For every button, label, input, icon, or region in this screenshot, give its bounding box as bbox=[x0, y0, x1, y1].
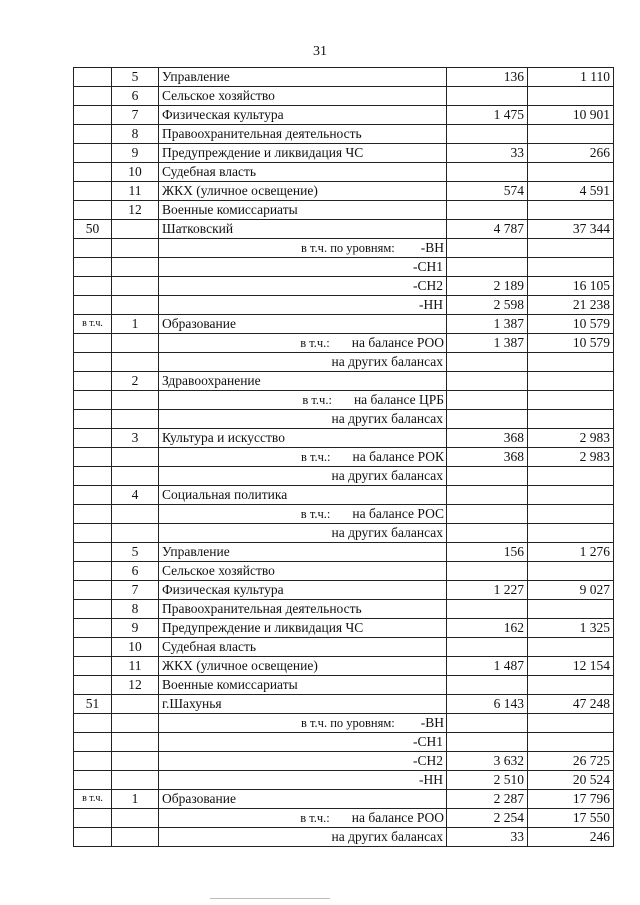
value-cell-1: 1 387 bbox=[447, 315, 528, 334]
value-cell-2: 1 276 bbox=[528, 543, 614, 562]
table-row bbox=[74, 733, 614, 752]
table-row bbox=[74, 201, 614, 220]
item-number-cell bbox=[112, 733, 159, 752]
district-row bbox=[74, 220, 614, 239]
value-cell-1: 1 475 bbox=[447, 106, 528, 125]
value-cell-2 bbox=[528, 239, 614, 258]
marker-cell bbox=[74, 505, 112, 524]
value-cell-1 bbox=[447, 638, 528, 657]
marker-cell bbox=[74, 467, 112, 486]
item-number-cell bbox=[112, 695, 159, 714]
value-cell-2: 9 027 bbox=[528, 581, 614, 600]
table-row bbox=[74, 600, 614, 619]
item-number-cell: 8 bbox=[112, 125, 159, 144]
item-number-cell: 1 bbox=[112, 315, 159, 334]
row-label-cell: Предупреждение и ликвидация ЧС bbox=[159, 144, 447, 163]
table-row bbox=[74, 676, 614, 695]
item-number-cell bbox=[112, 277, 159, 296]
item-number-cell: 10 bbox=[112, 638, 159, 657]
row-label-cell: на других балансах bbox=[159, 828, 447, 847]
value-cell-1 bbox=[447, 600, 528, 619]
row-label: на балансе РОО bbox=[351, 335, 444, 350]
balance-cell bbox=[159, 448, 447, 467]
item-number-cell: 7 bbox=[112, 581, 159, 600]
table-row bbox=[74, 68, 614, 87]
row-label-cell: Образование bbox=[159, 790, 447, 809]
value-cell-1 bbox=[447, 562, 528, 581]
value-cell-2: 47 248 bbox=[528, 695, 614, 714]
value-cell-1 bbox=[447, 714, 528, 733]
value-cell-1: 2 287 bbox=[447, 790, 528, 809]
table-row bbox=[74, 429, 614, 448]
table-row bbox=[74, 87, 614, 106]
item-number-cell: 11 bbox=[112, 182, 159, 201]
table-row bbox=[74, 752, 614, 771]
subtotal-lead: в т.ч.: bbox=[302, 393, 332, 407]
item-number-cell bbox=[112, 410, 159, 429]
item-number-cell bbox=[112, 524, 159, 543]
marker-cell bbox=[74, 714, 112, 733]
value-cell-2 bbox=[528, 505, 614, 524]
item-number-cell bbox=[112, 448, 159, 467]
item-number-cell bbox=[112, 391, 159, 410]
table-row bbox=[74, 163, 614, 182]
item-number-cell: 8 bbox=[112, 600, 159, 619]
value-cell-2 bbox=[528, 410, 614, 429]
item-number-cell bbox=[112, 353, 159, 372]
item-number-cell bbox=[112, 771, 159, 790]
subtotal-lead: в т.ч.: bbox=[300, 507, 331, 521]
item-number-cell bbox=[112, 220, 159, 239]
row-label-cell: Управление bbox=[159, 68, 447, 87]
value-cell-1 bbox=[447, 733, 528, 752]
table-row bbox=[74, 258, 614, 277]
item-number-cell: 2 bbox=[112, 372, 159, 391]
marker-cell bbox=[74, 733, 112, 752]
table-row bbox=[74, 505, 614, 524]
value-cell-1 bbox=[447, 524, 528, 543]
value-cell-1: 368 bbox=[447, 429, 528, 448]
value-cell-1: 2 510 bbox=[447, 771, 528, 790]
item-number-cell bbox=[112, 752, 159, 771]
item-number-cell bbox=[112, 809, 159, 828]
item-number-cell: 1 bbox=[112, 790, 159, 809]
table-row bbox=[74, 372, 614, 391]
marker-cell bbox=[74, 619, 112, 638]
marker-cell bbox=[74, 277, 112, 296]
table-row bbox=[74, 125, 614, 144]
marker-cell bbox=[74, 201, 112, 220]
value-cell-2 bbox=[528, 372, 614, 391]
value-cell-1 bbox=[447, 258, 528, 277]
value-cell-1 bbox=[447, 239, 528, 258]
value-cell-2: 266 bbox=[528, 144, 614, 163]
table-row bbox=[74, 562, 614, 581]
marker-cell bbox=[74, 372, 112, 391]
item-number-cell bbox=[112, 296, 159, 315]
row-label-cell: Физическая культура bbox=[159, 581, 447, 600]
row-label-cell: Правоохранительная деятельность bbox=[159, 600, 447, 619]
value-cell-2: 1 325 bbox=[528, 619, 614, 638]
district-number-cell: 51 bbox=[74, 695, 112, 714]
item-number-cell: 12 bbox=[112, 676, 159, 695]
table-row bbox=[74, 619, 614, 638]
value-cell-2: 4 591 bbox=[528, 182, 614, 201]
row-label: на балансе РОК bbox=[352, 449, 444, 464]
table-row bbox=[74, 391, 614, 410]
marker-cell bbox=[74, 752, 112, 771]
item-number-cell: 7 bbox=[112, 106, 159, 125]
marker-cell bbox=[74, 258, 112, 277]
table-row bbox=[74, 334, 614, 353]
marker-cell bbox=[74, 809, 112, 828]
value-cell-2 bbox=[528, 562, 614, 581]
value-cell-2: 10 579 bbox=[528, 334, 614, 353]
value-cell-1: 33 bbox=[447, 144, 528, 163]
table-row bbox=[74, 467, 614, 486]
value-cell-2 bbox=[528, 87, 614, 106]
item-number-cell bbox=[112, 467, 159, 486]
value-cell-2 bbox=[528, 524, 614, 543]
row-label-cell: -СН1 bbox=[159, 733, 447, 752]
row-label-cell: Правоохранительная деятельность bbox=[159, 125, 447, 144]
marker-cell bbox=[74, 638, 112, 657]
value-cell-1 bbox=[447, 201, 528, 220]
value-cell-1: 2 254 bbox=[447, 809, 528, 828]
subtotal-lead: в т.ч. по уровням: bbox=[301, 241, 395, 255]
table-row bbox=[74, 106, 614, 125]
table-row bbox=[74, 714, 614, 733]
value-cell-1 bbox=[447, 391, 528, 410]
value-cell-2 bbox=[528, 600, 614, 619]
district-row bbox=[74, 695, 614, 714]
budget-table bbox=[73, 67, 614, 847]
value-cell-1: 2 598 bbox=[447, 296, 528, 315]
balance-cell bbox=[159, 505, 447, 524]
value-cell-2 bbox=[528, 676, 614, 695]
value-cell-2 bbox=[528, 467, 614, 486]
row-label-cell: на других балансах bbox=[159, 524, 447, 543]
value-cell-1 bbox=[447, 410, 528, 429]
marker-cell bbox=[74, 562, 112, 581]
item-number-cell bbox=[112, 258, 159, 277]
marker-cell bbox=[74, 448, 112, 467]
table-row bbox=[74, 657, 614, 676]
value-cell-2 bbox=[528, 733, 614, 752]
marker-cell bbox=[74, 676, 112, 695]
value-cell-2: 26 725 bbox=[528, 752, 614, 771]
row-label-cell: Военные комиссариаты bbox=[159, 676, 447, 695]
row-label-cell: Сельское хозяйство bbox=[159, 87, 447, 106]
value-cell-2: 12 154 bbox=[528, 657, 614, 676]
row-label-cell: Управление bbox=[159, 543, 447, 562]
marker-cell bbox=[74, 543, 112, 562]
row-label-cell: Предупреждение и ликвидация ЧС bbox=[159, 619, 447, 638]
value-cell-1: 1 227 bbox=[447, 581, 528, 600]
table-body bbox=[74, 68, 614, 847]
marker-cell: в т.ч. bbox=[74, 315, 112, 334]
value-cell-1: 1 387 bbox=[447, 334, 528, 353]
balance-cell bbox=[159, 334, 447, 353]
table-row bbox=[74, 296, 614, 315]
value-cell-2: 21 238 bbox=[528, 296, 614, 315]
value-cell-1: 574 bbox=[447, 182, 528, 201]
marker-cell bbox=[74, 524, 112, 543]
table-row bbox=[74, 277, 614, 296]
row-label-cell: на других балансах bbox=[159, 467, 447, 486]
value-cell-1 bbox=[447, 372, 528, 391]
marker-cell bbox=[74, 410, 112, 429]
value-cell-2: 2 983 bbox=[528, 429, 614, 448]
row-label-cell: Сельское хозяйство bbox=[159, 562, 447, 581]
item-number-cell: 12 bbox=[112, 201, 159, 220]
marker-cell bbox=[74, 353, 112, 372]
table-row bbox=[74, 638, 614, 657]
row-label: -ВН bbox=[420, 715, 444, 730]
row-label-cell: -НН bbox=[159, 296, 447, 315]
value-cell-2 bbox=[528, 391, 614, 410]
row-label-cell: Культура и искусство bbox=[159, 429, 447, 448]
value-cell-2 bbox=[528, 258, 614, 277]
marker-cell bbox=[74, 600, 112, 619]
row-label-cell: Здравоохранение bbox=[159, 372, 447, 391]
table-row bbox=[74, 581, 614, 600]
value-cell-1 bbox=[447, 163, 528, 182]
item-number-cell: 9 bbox=[112, 619, 159, 638]
marker-cell bbox=[74, 391, 112, 410]
value-cell-1: 2 189 bbox=[447, 277, 528, 296]
row-label-cell: Судебная власть bbox=[159, 638, 447, 657]
scan-artifact bbox=[210, 898, 330, 899]
row-label-cell: ЖКХ (уличное освещение) bbox=[159, 182, 447, 201]
row-label: на балансе РОС bbox=[352, 506, 444, 521]
table-row bbox=[74, 809, 614, 828]
value-cell-2: 10 901 bbox=[528, 106, 614, 125]
value-cell-1: 6 143 bbox=[447, 695, 528, 714]
levels-cell bbox=[159, 239, 447, 258]
value-cell-2: 246 bbox=[528, 828, 614, 847]
value-cell-2 bbox=[528, 638, 614, 657]
marker-cell bbox=[74, 163, 112, 182]
row-label: на балансе ЦРБ bbox=[353, 392, 444, 407]
table-row bbox=[74, 144, 614, 163]
value-cell-1: 4 787 bbox=[447, 220, 528, 239]
marker-cell bbox=[74, 68, 112, 87]
marker-cell bbox=[74, 125, 112, 144]
value-cell-2: 17 796 bbox=[528, 790, 614, 809]
marker-cell bbox=[74, 239, 112, 258]
row-label-cell: Социальная политика bbox=[159, 486, 447, 505]
row-label-cell: -НН bbox=[159, 771, 447, 790]
levels-cell bbox=[159, 714, 447, 733]
table-row bbox=[74, 543, 614, 562]
marker-cell bbox=[74, 486, 112, 505]
value-cell-1: 3 632 bbox=[447, 752, 528, 771]
marker-cell: в т.ч. bbox=[74, 790, 112, 809]
value-cell-1 bbox=[447, 505, 528, 524]
marker-cell bbox=[74, 771, 112, 790]
value-cell-2: 20 524 bbox=[528, 771, 614, 790]
item-number-cell: 6 bbox=[112, 562, 159, 581]
value-cell-2 bbox=[528, 125, 614, 144]
value-cell-1: 162 bbox=[447, 619, 528, 638]
balance-cell bbox=[159, 809, 447, 828]
value-cell-2 bbox=[528, 714, 614, 733]
marker-cell bbox=[74, 144, 112, 163]
value-cell-1 bbox=[447, 676, 528, 695]
marker-cell bbox=[74, 657, 112, 676]
value-cell-1: 33 bbox=[447, 828, 528, 847]
value-cell-1 bbox=[447, 87, 528, 106]
table-row bbox=[74, 353, 614, 372]
row-label-cell: Шатковский bbox=[159, 220, 447, 239]
table-row bbox=[74, 239, 614, 258]
value-cell-2: 37 344 bbox=[528, 220, 614, 239]
value-cell-2 bbox=[528, 163, 614, 182]
marker-cell bbox=[74, 429, 112, 448]
item-number-cell bbox=[112, 239, 159, 258]
row-label-cell: -СН2 bbox=[159, 277, 447, 296]
row-label-cell: Судебная власть bbox=[159, 163, 447, 182]
item-number-cell bbox=[112, 505, 159, 524]
marker-cell bbox=[74, 296, 112, 315]
row-label: -ВН bbox=[420, 240, 444, 255]
value-cell-1: 1 487 bbox=[447, 657, 528, 676]
row-label-cell: Образование bbox=[159, 315, 447, 334]
marker-cell bbox=[74, 87, 112, 106]
row-label-cell: на других балансах bbox=[159, 353, 447, 372]
marker-cell bbox=[74, 106, 112, 125]
row-label-cell: -СН1 bbox=[159, 258, 447, 277]
value-cell-1: 156 bbox=[447, 543, 528, 562]
item-number-cell: 3 bbox=[112, 429, 159, 448]
item-number-cell bbox=[112, 334, 159, 353]
marker-cell bbox=[74, 828, 112, 847]
row-label-cell: на других балансах bbox=[159, 410, 447, 429]
value-cell-2: 10 579 bbox=[528, 315, 614, 334]
value-cell-2: 17 550 bbox=[528, 809, 614, 828]
value-cell-2 bbox=[528, 486, 614, 505]
item-number-cell: 5 bbox=[112, 68, 159, 87]
value-cell-2 bbox=[528, 201, 614, 220]
item-number-cell: 10 bbox=[112, 163, 159, 182]
page-number: 31 bbox=[313, 44, 327, 59]
item-number-cell: 4 bbox=[112, 486, 159, 505]
district-number-cell: 50 bbox=[74, 220, 112, 239]
value-cell-1 bbox=[447, 467, 528, 486]
value-cell-2: 2 983 bbox=[528, 448, 614, 467]
row-label-cell: Физическая культура bbox=[159, 106, 447, 125]
value-cell-1 bbox=[447, 353, 528, 372]
marker-cell bbox=[74, 581, 112, 600]
value-cell-2: 16 105 bbox=[528, 277, 614, 296]
subtotal-lead: в т.ч. по уровням: bbox=[301, 716, 395, 730]
row-label-cell: -СН2 bbox=[159, 752, 447, 771]
table-row bbox=[74, 486, 614, 505]
subtotal-lead: в т.ч.: bbox=[300, 450, 331, 464]
value-cell-1: 136 bbox=[447, 68, 528, 87]
row-label-cell: г.Шахунья bbox=[159, 695, 447, 714]
row-label-cell: Военные комиссариаты bbox=[159, 201, 447, 220]
value-cell-1 bbox=[447, 486, 528, 505]
table-row bbox=[74, 771, 614, 790]
table-row bbox=[74, 828, 614, 847]
table-row bbox=[74, 524, 614, 543]
item-number-cell: 6 bbox=[112, 87, 159, 106]
item-number-cell: 5 bbox=[112, 543, 159, 562]
subtotal-lead: в т.ч.: bbox=[300, 811, 330, 825]
row-label-cell: ЖКХ (уличное освещение) bbox=[159, 657, 447, 676]
subtotal-lead: в т.ч.: bbox=[300, 336, 330, 350]
table-row bbox=[74, 410, 614, 429]
balance-cell bbox=[159, 391, 447, 410]
value-cell-1 bbox=[447, 125, 528, 144]
table-row bbox=[74, 790, 614, 809]
row-label: на балансе РОО bbox=[351, 810, 444, 825]
item-number-cell bbox=[112, 828, 159, 847]
table-row bbox=[74, 448, 614, 467]
item-number-cell: 9 bbox=[112, 144, 159, 163]
table-row bbox=[74, 182, 614, 201]
marker-cell bbox=[74, 182, 112, 201]
value-cell-1: 368 bbox=[447, 448, 528, 467]
item-number-cell: 11 bbox=[112, 657, 159, 676]
value-cell-2: 1 110 bbox=[528, 68, 614, 87]
table-row bbox=[74, 315, 614, 334]
value-cell-2 bbox=[528, 353, 614, 372]
item-number-cell bbox=[112, 714, 159, 733]
marker-cell bbox=[74, 334, 112, 353]
